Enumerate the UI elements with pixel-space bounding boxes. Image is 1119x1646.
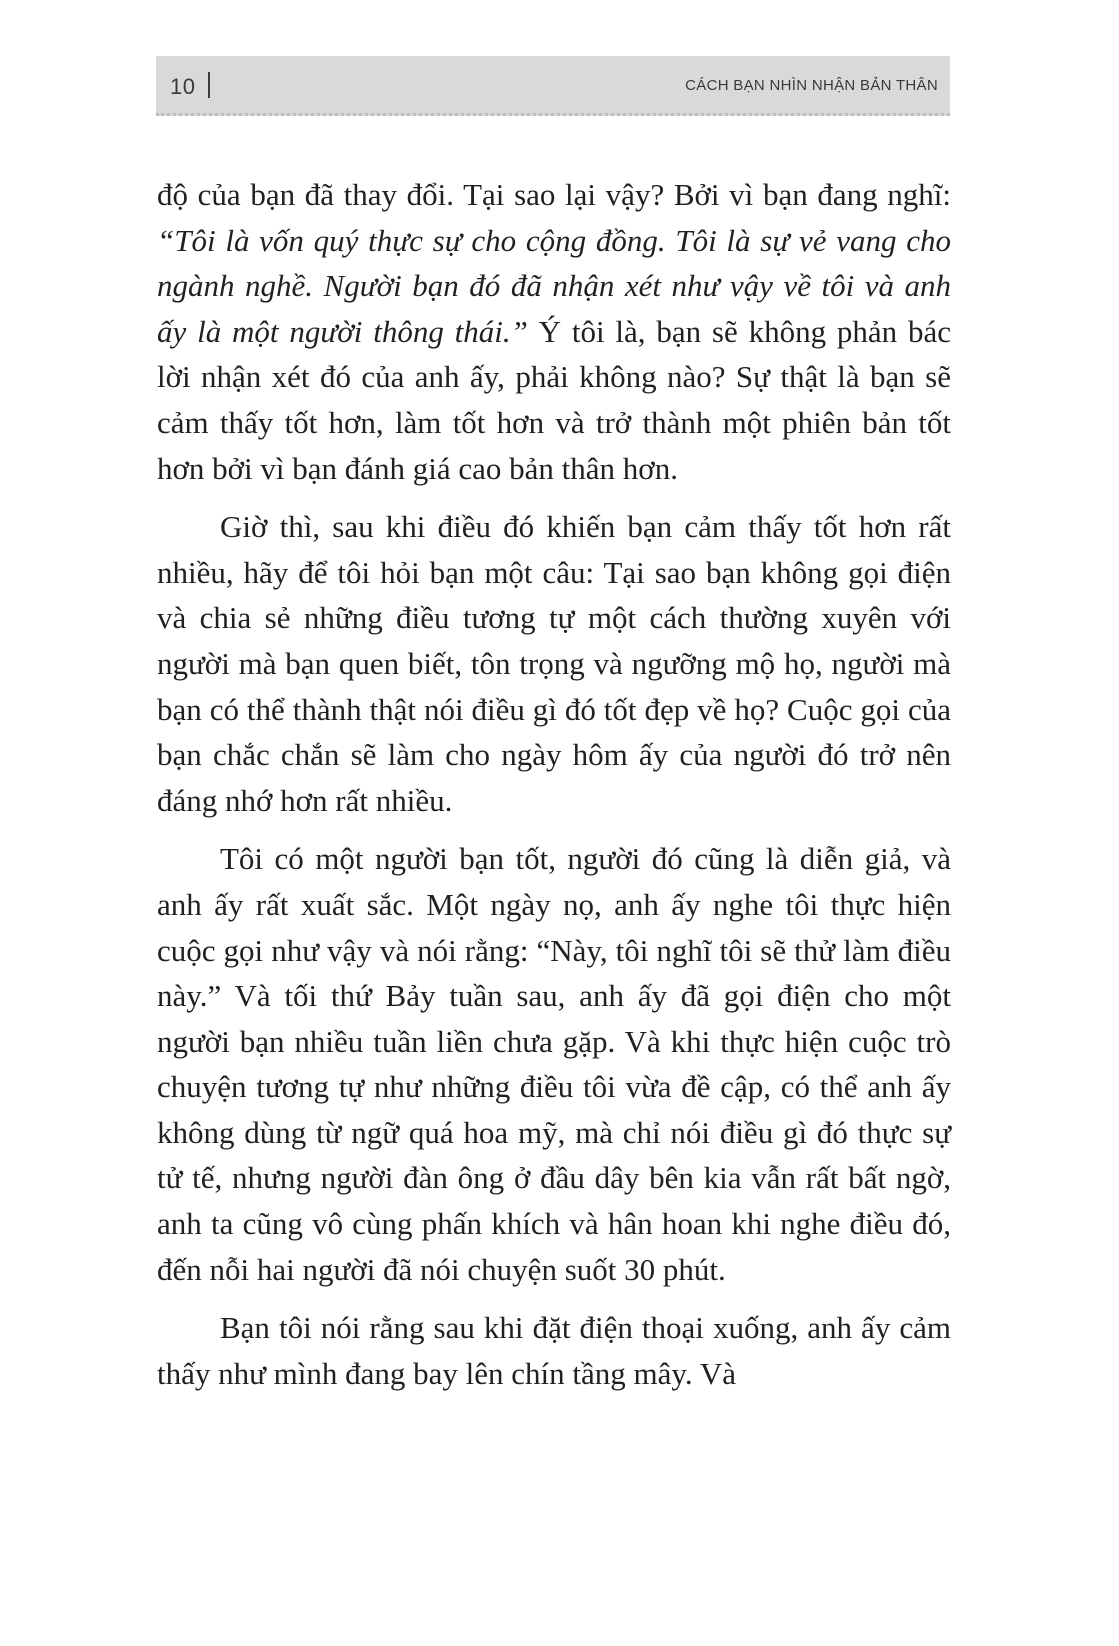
header-divider	[208, 72, 210, 98]
running-header	[156, 56, 950, 116]
running-title: CÁCH BẠN NHÌN NHẬN BẢN THÂN	[685, 77, 938, 94]
paragraph-1	[157, 172, 951, 491]
quoted-thought: “Tôi là vốn quý thực sự cho cộng đồng. Tôi là sự vẻ vang cho ngành nghề. Người bạn đó đã nhận xét như vậy về tôi và anh ấy là một người thông thái.”	[157, 222, 951, 349]
paragraph-3: Tôi có một người bạn tốt, người đó cũng là diễn giả, và anh ấy rất xuất sắc. Một ngày nọ, anh ấy nghe tôi thực hiện cuộc gọi như vậy và nói rằng: “Này, tôi nghĩ tôi sẽ thử làm điều này.” Và tối thứ Bảy tuần sau, anh ấy đã gọi điện cho một người bạn nhiều tuần liền chưa gặp. Và khi thực hiện cuộc trò chuyện tương tự như những điều tôi vừa đề cập, có thể anh ấy không dùng từ ngữ quá hoa mỹ, mà chỉ nói điều gì đó thực sự tử tế, nhưng người đàn ông ở đầu dây bên kia vẫn rất bất ngờ, anh ta cũng vô cùng phấn khích và hân hoan khi nghe điều đó, đến nỗi hai người đã nói chuyện suốt 30 phút.	[157, 841, 951, 1287]
page-number: 10	[170, 74, 196, 99]
paragraph-1-tail: Ý tôi là, bạn sẽ không phản bác lời nhận xét đó của anh ấy, phải không nào? Sự thật là bạn sẽ cảm thấy tốt hơn, làm tốt hơn và trở thành một phiên bản tốt hơn bởi vì bạn đánh giá cao bản thân hơn.	[157, 313, 951, 486]
paragraph-2: Giờ thì, sau khi điều đó khiến bạn cảm thấy tốt hơn rất nhiều, hãy để tôi hỏi bạn một câu: Tại sao bạn không gọi điện và chia sẻ những điều tương tự một cách thường xuyên với người mà bạn quen biết, tôn trọng và ngưỡng mộ họ, người mà bạn có thể thành thật nói điều gì đó tốt đẹp về họ? Cuộc gọi của bạn chắc chắn sẽ làm cho ngày hôm ấy của người đó trở nên đáng nhớ hơn rất nhiều.	[157, 509, 951, 818]
paragraph-1-lead: độ của bạn đã thay đổi. Tại sao lại vậy? Bởi vì bạn đang nghĩ:	[157, 177, 951, 212]
paragraph-4: Bạn tôi nói rằng sau khi đặt điện thoại xuống, anh ấy cảm thấy như mình đang bay lên chín tầng mây. Và	[157, 1310, 951, 1391]
body-text	[157, 172, 951, 1409]
